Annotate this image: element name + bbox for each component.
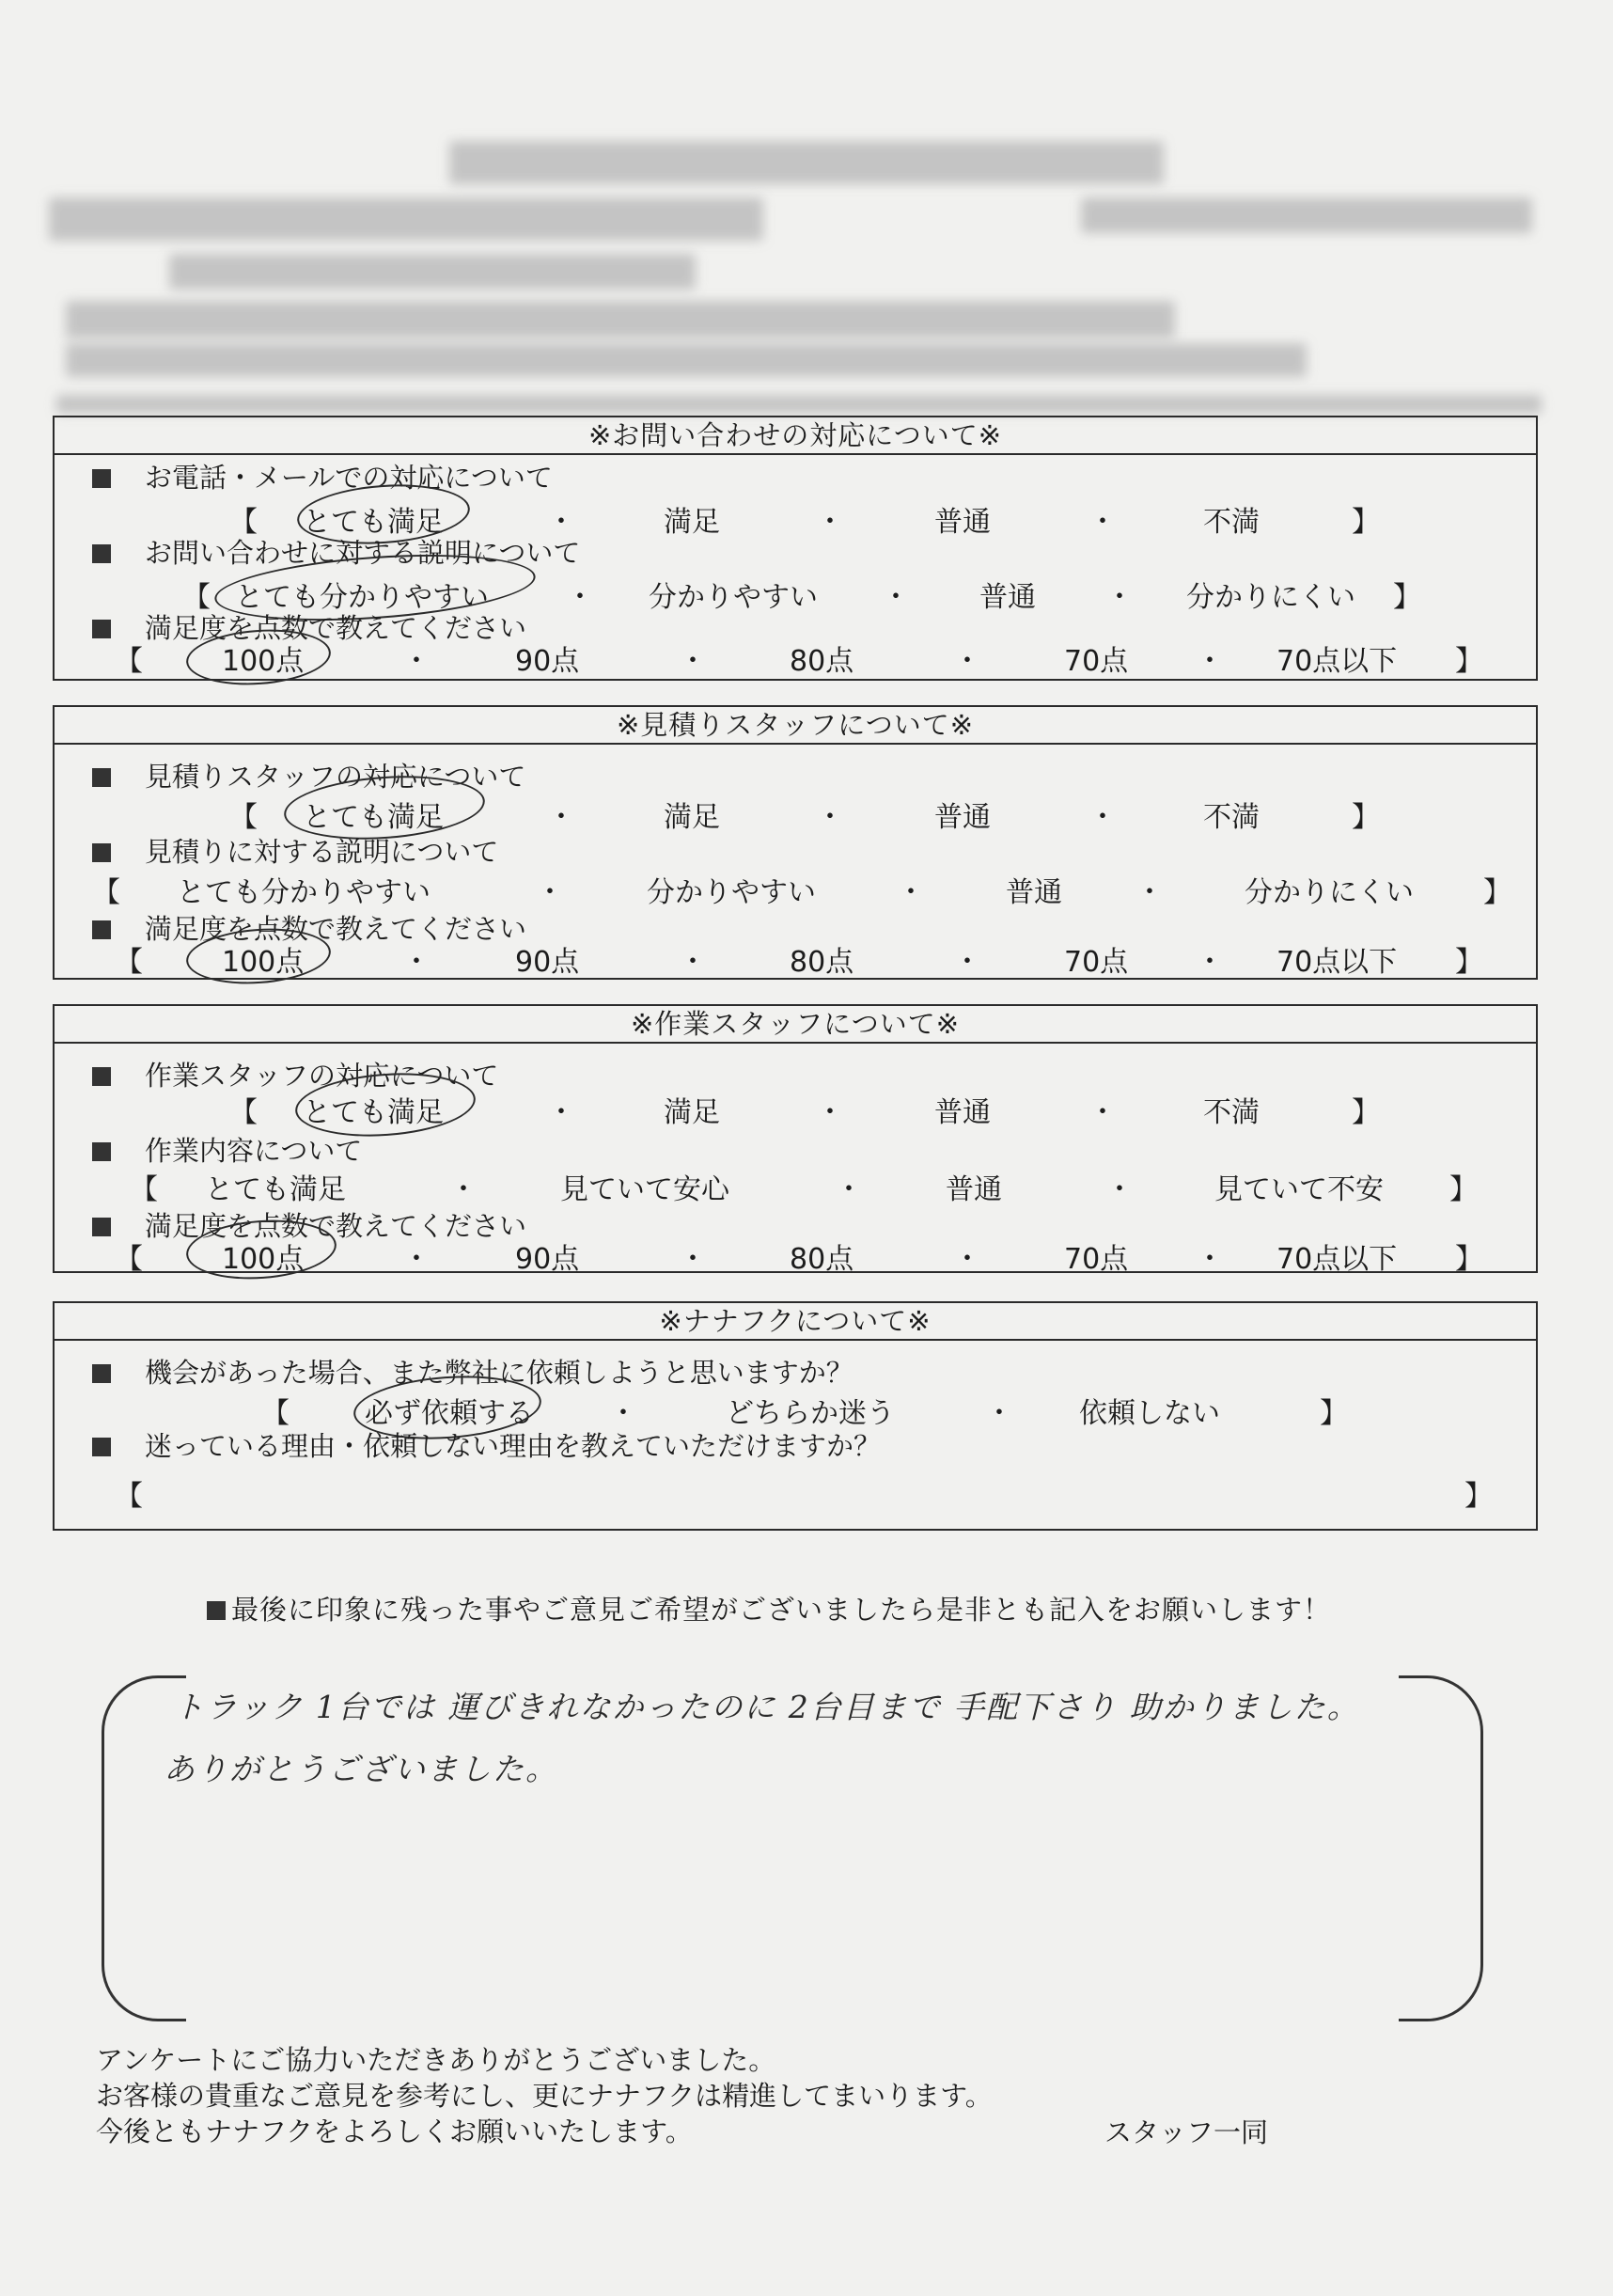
option-anxious[interactable]: 見ていて不安 [1214, 1173, 1384, 1206]
bracket-open: 【 [115, 1243, 143, 1276]
question-work-content: 作業内容について [92, 1130, 362, 1169]
question-score: 満足度を点数で教えてください [92, 607, 526, 646]
redacted-date [1081, 197, 1532, 233]
options-row [55, 869, 1536, 909]
redacted-notes-2 [66, 343, 1307, 377]
question-estimate-explanation: 見積りに対する説明について [92, 831, 498, 870]
option-80[interactable]: 80点 [790, 946, 854, 979]
option-70[interactable]: 70点 [1064, 1243, 1129, 1276]
separator: ・ [953, 1243, 981, 1276]
bracket-close: 】 [1393, 581, 1421, 614]
bracket-close: 】 [1483, 876, 1511, 909]
bracket-close: 】 [1352, 1096, 1380, 1129]
option-very-satisfied[interactable]: とても満足 [303, 801, 444, 834]
question-reason: 迷っている理由・依頼しない理由を教えていただけますか？ [92, 1425, 881, 1464]
option-very-satisfied[interactable]: とても満足 [205, 1173, 346, 1206]
option-normal[interactable]: 普通 [979, 581, 1036, 614]
separator: ・ [1088, 506, 1117, 539]
option-100[interactable]: 100点 [222, 645, 305, 678]
options-row [55, 1390, 1536, 1430]
separator: ・ [835, 1173, 863, 1206]
separator: ・ [1196, 645, 1224, 678]
option-under-70[interactable]: 70点以下 [1276, 645, 1398, 678]
option-90[interactable]: 90点 [515, 946, 580, 979]
section-title: ※見積りスタッフについて※ [55, 707, 1536, 745]
separator: ・ [566, 581, 594, 614]
option-unsatisfied[interactable]: 不満 [1203, 1096, 1260, 1129]
footer-line-1: アンケートにご協力いただきありがとうございました。 [96, 2044, 776, 2076]
bracket-open: 【 [229, 506, 258, 539]
separator: ・ [536, 876, 564, 909]
footer-text [96, 2042, 993, 2149]
bracket-open: 【 [261, 1397, 290, 1430]
separator: ・ [897, 876, 925, 909]
options-row [55, 1089, 1536, 1129]
separator: ・ [1196, 946, 1224, 979]
option-normal[interactable]: 普通 [946, 1173, 1002, 1206]
option-definitely-request[interactable]: 必ず依頼する [365, 1397, 534, 1430]
separator: ・ [547, 801, 575, 834]
separator: ・ [816, 1096, 844, 1129]
separator: ・ [402, 1243, 431, 1276]
separator: ・ [1196, 1243, 1224, 1276]
separator: ・ [679, 1243, 707, 1276]
separator: ・ [953, 946, 981, 979]
option-90[interactable]: 90点 [515, 1243, 580, 1276]
section-title: ※ナナフクについて※ [55, 1303, 1536, 1341]
separator: ・ [985, 1397, 1013, 1430]
question-phone-mail: お電話・メールでの対応について [92, 457, 553, 495]
separator: ・ [402, 946, 431, 979]
option-normal[interactable]: 普通 [934, 801, 991, 834]
question-request-again: 機会があった場合、また弊社に依頼しようと思いますか？ [92, 1352, 853, 1391]
option-90[interactable]: 90点 [515, 645, 580, 678]
options-row [55, 1166, 1536, 1206]
separator: ・ [882, 581, 910, 614]
separator: ・ [679, 645, 707, 678]
option-unsatisfied[interactable]: 不満 [1203, 506, 1260, 539]
bracket-close: 】 [1352, 506, 1380, 539]
bracket-close: 】 [1320, 1397, 1348, 1430]
option-satisfied[interactable]: 満足 [664, 506, 720, 539]
bracket-close: 】 [1455, 1243, 1483, 1276]
redacted-notes-1 [66, 301, 1175, 338]
option-100[interactable]: 100点 [222, 946, 305, 979]
option-100[interactable]: 100点 [222, 1243, 305, 1276]
option-clear[interactable]: 分かりやすい [647, 876, 816, 909]
bracket-open: 【 [92, 876, 120, 909]
separator: ・ [1105, 1173, 1134, 1206]
option-clear[interactable]: 分かりやすい [649, 581, 818, 614]
redacted-strip [56, 395, 1542, 414]
separator: ・ [1088, 1096, 1117, 1129]
question-estimate-response: 見積りスタッフの対応について [92, 756, 525, 794]
redacted-address [169, 254, 696, 290]
option-very-satisfied[interactable]: とても満足 [303, 506, 444, 539]
redacted-name [49, 197, 763, 241]
bracket-open: 【 [229, 801, 258, 834]
bracket-open: 【 [115, 946, 143, 979]
bracket-close: 】 [1464, 1480, 1493, 1513]
separator: ・ [547, 1096, 575, 1129]
option-unsatisfied[interactable]: 不満 [1203, 801, 1260, 834]
option-satisfied[interactable]: 満足 [664, 1096, 720, 1129]
bracket-open: 【 [182, 581, 211, 614]
section-title: ※お問い合わせの対応について※ [55, 417, 1536, 455]
separator: ・ [609, 1397, 637, 1430]
bracket-close: 】 [1449, 1173, 1478, 1206]
bracket-open: 【 [229, 1096, 258, 1129]
options-row [55, 498, 1536, 539]
option-very-clear[interactable]: とても分かりやすい [177, 876, 431, 909]
separator: ・ [449, 1173, 478, 1206]
question-explanation: お問い合わせに対する説明について [92, 532, 580, 571]
option-80[interactable]: 80点 [790, 645, 854, 678]
bracket-close: 】 [1352, 801, 1380, 834]
option-satisfied[interactable]: 満足 [664, 801, 720, 834]
options-row [55, 794, 1536, 834]
option-normal[interactable]: 普通 [1006, 876, 1062, 909]
question-score: 満足度を点数で教えてください [92, 1205, 526, 1244]
bracket-close: 】 [1455, 645, 1483, 678]
option-very-clear[interactable]: とても分かりやすい [235, 581, 489, 614]
bracket-right [1399, 1675, 1483, 2021]
footer-line-3: 今後ともナナフクをよろしくお願いいたします。 [96, 2115, 693, 2147]
redacted-title [449, 141, 1164, 184]
handwritten-line-2: ありがとうございました。 [164, 1751, 558, 1787]
question-score: 満足度を点数で教えてください [92, 908, 526, 947]
option-unclear[interactable]: 分かりにくい [1186, 581, 1355, 614]
section-nanafuku [53, 1301, 1538, 1531]
option-very-satisfied[interactable]: とても満足 [303, 1096, 444, 1129]
option-unclear[interactable]: 分かりにくい [1245, 876, 1414, 909]
bracket-open: 【 [115, 645, 143, 678]
separator: ・ [816, 801, 844, 834]
option-under-70[interactable]: 70点以下 [1276, 946, 1398, 979]
option-70[interactable]: 70点 [1064, 946, 1129, 979]
option-normal[interactable]: 普通 [934, 1096, 991, 1129]
option-not-request[interactable]: 依頼しない [1079, 1397, 1220, 1430]
reason-answer-row[interactable] [55, 1472, 1536, 1513]
separator: ・ [1135, 876, 1164, 909]
option-80[interactable]: 80点 [790, 1243, 854, 1276]
question-work-response: 作業スタッフの対応について [92, 1055, 498, 1093]
handwritten-line-1: トラック 1台では 運びきれなかったのに 2台目まで 手配下さり 助かりました。 [173, 1689, 1360, 1725]
separator: ・ [816, 506, 844, 539]
comment-box[interactable] [102, 1675, 1483, 2021]
option-undecided[interactable]: どちらか迷う [726, 1397, 895, 1430]
option-normal[interactable]: 普通 [934, 506, 991, 539]
option-70[interactable]: 70点 [1064, 645, 1129, 678]
section-inquiry [53, 416, 1538, 681]
separator: ・ [1105, 581, 1134, 614]
bracket-open: 【 [130, 1173, 158, 1206]
footer-line-2: お客様の貴重なご意見を参考にし、更にナナフクは精進してまいります。 [96, 2080, 993, 2112]
bracket-open: 【 [115, 1480, 143, 1513]
section-title: ※作業スタッフについて※ [55, 1006, 1536, 1044]
separator: ・ [402, 645, 431, 678]
closing-heading: 最後に印象に残った事やご意見ご希望がございましたら是非とも記入をお願いします！ [207, 1589, 1331, 1628]
separator: ・ [1088, 801, 1117, 834]
separator: ・ [547, 506, 575, 539]
option-under-70[interactable]: 70点以下 [1276, 1243, 1398, 1276]
separator: ・ [679, 946, 707, 979]
separator: ・ [953, 645, 981, 678]
bracket-close: 】 [1455, 946, 1483, 979]
option-reassured[interactable]: 見ていて安心 [560, 1173, 729, 1206]
section-work-staff [53, 1004, 1538, 1276]
staff-signature: スタッフ一同 [1104, 2116, 1269, 2148]
section-estimate-staff [53, 705, 1538, 980]
bracket-left [102, 1675, 186, 2021]
